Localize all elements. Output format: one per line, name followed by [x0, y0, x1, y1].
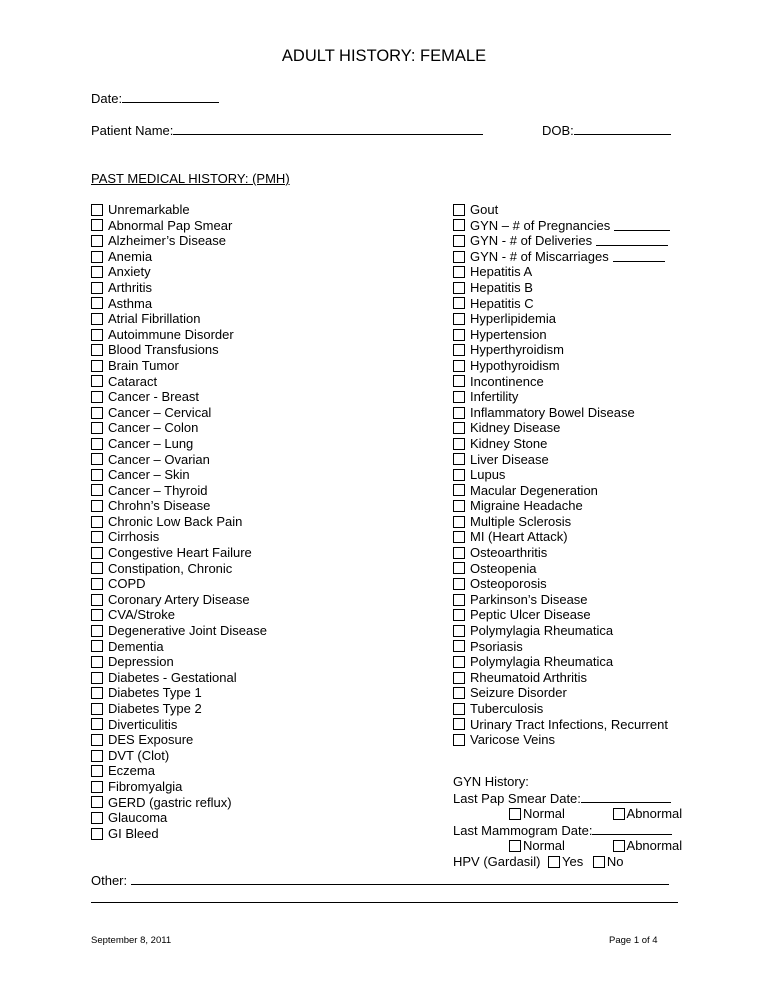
checkbox-osteoporosis[interactable] [453, 578, 465, 590]
checkbox-polymylagia-rheumatica[interactable] [453, 656, 465, 668]
checkbox-cancer-thyroid[interactable] [91, 484, 103, 496]
checkbox-unremarkable[interactable] [91, 204, 103, 216]
condition-row-cirrhosis [91, 529, 267, 545]
checkbox-fibromyalgia[interactable] [91, 781, 103, 793]
checkbox-abnormal-pap-smear[interactable] [91, 219, 103, 231]
checkbox-cataract[interactable] [91, 375, 103, 387]
condition-label: Kidney Disease [470, 420, 561, 436]
checkbox-hypertension[interactable] [453, 329, 465, 341]
condition-row-hyperlipidemia [453, 311, 670, 327]
checkbox-hepatitis-c[interactable] [453, 297, 465, 309]
mammo-result-row [453, 838, 682, 854]
condition-row-degenerative-joint-disease [91, 623, 267, 639]
patient-name-label: Patient Name: [91, 123, 174, 138]
condition-row-psoriasis [453, 639, 670, 655]
checkbox-arthritis[interactable] [91, 282, 103, 294]
condition-label: GERD (gastric reflux) [108, 794, 232, 810]
mammo-normal-label: Normal [523, 838, 565, 854]
condition-label: Hyperlipidemia [470, 311, 556, 327]
condition-row-cataract [91, 374, 267, 390]
checkbox-cirrhosis[interactable] [91, 531, 103, 543]
condition-row-cancer-breast [91, 389, 267, 405]
checkbox-varicose-veins[interactable] [453, 734, 465, 746]
condition-row-gi-bleed [91, 826, 267, 842]
condition-label: Atrial Fibrillation [108, 311, 201, 327]
condition-row-gyn-of-deliveries [453, 233, 670, 249]
checkbox-atrial-fibrillation[interactable] [91, 313, 103, 325]
checkbox-chrohn-s-disease[interactable] [91, 500, 103, 512]
condition-row-anxiety [91, 264, 267, 280]
date-field[interactable] [122, 88, 219, 103]
condition-label: Diverticulitis [108, 716, 178, 732]
checkbox-peptic-ulcer-disease[interactable] [453, 609, 465, 621]
dob-row [542, 120, 671, 138]
section-title: PAST MEDICAL HISTORY: (PMH) [91, 171, 290, 186]
condition-row-hypertension [453, 327, 670, 343]
condition-label: Multiple Sclerosis [470, 513, 572, 529]
checkbox-polymylagia-rheumatica[interactable] [453, 625, 465, 637]
condition-row-urinary-tract-infections-recurrent [453, 717, 670, 733]
left-conditions-list [91, 202, 267, 841]
checkbox-cancer-lung[interactable] [91, 438, 103, 450]
condition-label: Incontinence [470, 373, 544, 389]
condition-row-diabetes-type-1 [91, 685, 267, 701]
other-row [91, 870, 669, 888]
condition-label: Diabetes Type 2 [108, 701, 202, 716]
checkbox-copd[interactable] [91, 578, 103, 590]
condition-label: Hepatitis C [470, 295, 534, 311]
right-conditions-list [453, 202, 670, 748]
hpv-label: HPV (Gardasil) [453, 853, 541, 869]
condition-label: Cancer – Thyroid [108, 482, 208, 498]
condition-label: Anxiety [108, 264, 151, 280]
condition-label: Diabetes Type 1 [108, 685, 202, 701]
gyn-history-section [453, 774, 682, 870]
checkbox-multiple-sclerosis[interactable] [453, 516, 465, 528]
condition-row-diverticulitis [91, 717, 267, 733]
condition-label: CVA/Stroke [108, 607, 175, 623]
condition-row-eczema [91, 763, 267, 779]
checkbox-cancer-colon[interactable] [91, 422, 103, 434]
condition-label: GYN – # of Pregnancies [470, 217, 611, 233]
condition-label: Hypertension [470, 326, 547, 342]
condition-label: Cancer – Cervical [108, 404, 212, 420]
condition-row-varicose-veins [453, 732, 670, 748]
pap-abnormal-checkbox[interactable] [613, 808, 625, 820]
condition-label: Chronic Low Back Pain [108, 513, 243, 529]
footer-date: September 8, 2011 [91, 935, 172, 946]
checkbox-hyperthyroidism[interactable] [453, 344, 465, 356]
condition-label: DES Exposure [108, 732, 194, 748]
condition-label: Fibromyalgia [108, 778, 183, 794]
condition-label: Cancer – Ovarian [108, 451, 210, 467]
other-field-line-2[interactable] [91, 888, 678, 903]
condition-row-infertility [453, 389, 670, 405]
condition-label: GYN - # of Miscarriages [470, 248, 609, 264]
condition-row-hepatitis-a [453, 264, 670, 280]
condition-row-incontinence [453, 374, 670, 390]
condition-row-arthritis [91, 280, 267, 296]
condition-label: Unremarkable [108, 202, 190, 217]
checkbox-hypothyroidism[interactable] [453, 360, 465, 372]
checkbox-cancer-breast[interactable] [91, 391, 103, 403]
mammo-abnormal-label: Abnormal [626, 838, 683, 854]
count-field-gyn-of-deliveries[interactable] [596, 233, 668, 246]
condition-label: Cancer – Lung [108, 435, 194, 451]
checkbox-macular-degeneration[interactable] [453, 484, 465, 496]
condition-label: Migraine Headache [470, 498, 583, 514]
date-row [91, 88, 219, 106]
condition-label: Dementia [108, 638, 164, 654]
other-label: Other: [91, 873, 128, 888]
condition-row-parkinson-s-disease [453, 592, 670, 608]
condition-row-brain-tumor [91, 358, 267, 374]
dob-label: DOB: [542, 123, 574, 138]
checkbox-hyperlipidemia[interactable] [453, 313, 465, 325]
condition-label: Cancer - Breast [108, 389, 200, 405]
checkbox-diverticulitis[interactable] [91, 718, 103, 730]
condition-row-unremarkable [91, 202, 267, 218]
checkbox-hepatitis-a[interactable] [453, 266, 465, 278]
condition-row-polymylagia-rheumatica [453, 623, 670, 639]
condition-row-hepatitis-c [453, 296, 670, 312]
last-pap-label: Last Pap Smear Date: [453, 790, 581, 806]
condition-label: Autoimmune Disorder [108, 326, 234, 342]
checkbox-cancer-ovarian[interactable] [91, 453, 103, 465]
checkbox-diabetes-gestational[interactable] [91, 672, 103, 684]
checkbox-urinary-tract-infections-recurrent[interactable] [453, 718, 465, 730]
condition-label: Congestive Heart Failure [108, 545, 252, 561]
condition-label: Hepatitis A [470, 264, 533, 280]
condition-label: Eczema [108, 763, 155, 779]
condition-label: Cancer – Skin [108, 467, 190, 483]
condition-label: Alzheimer’s Disease [108, 233, 227, 249]
date-label: Date: [91, 91, 123, 106]
condition-row-copd [91, 576, 267, 592]
condition-label: Seizure Disorder [470, 685, 567, 701]
condition-row-cancer-thyroid [91, 483, 267, 499]
condition-label: Lupus [470, 467, 506, 483]
mammo-normal-checkbox[interactable] [509, 840, 521, 852]
checkbox-dvt-clot[interactable] [91, 750, 103, 762]
checkbox-gerd-gastric-reflux[interactable] [91, 796, 103, 808]
condition-row-mi-heart-attack [453, 529, 670, 545]
condition-row-osteoporosis [453, 576, 670, 592]
condition-label: Kidney Stone [470, 435, 548, 451]
condition-label: Anemia [108, 248, 153, 264]
condition-row-chrohn-s-disease [91, 498, 267, 514]
last-mammo-date-field[interactable] [592, 822, 672, 835]
condition-row-anemia [91, 249, 267, 265]
condition-label: Cancer – Colon [108, 420, 199, 436]
hpv-no-checkbox[interactable] [593, 856, 605, 868]
checkbox-dementia[interactable] [91, 640, 103, 652]
pap-result-row [453, 806, 682, 822]
condition-row-macular-degeneration [453, 483, 670, 499]
condition-row-chronic-low-back-pain [91, 514, 267, 530]
condition-label: Osteoporosis [470, 576, 547, 592]
condition-label: Chrohn’s Disease [108, 498, 211, 514]
checkbox-degenerative-joint-disease[interactable] [91, 625, 103, 637]
condition-label: Depression [108, 654, 174, 670]
condition-row-alzheimer-s-disease [91, 233, 267, 249]
dob-field[interactable] [574, 120, 671, 135]
count-field-gyn-of-pregnancies[interactable] [614, 218, 670, 231]
checkbox-alzheimer-s-disease[interactable] [91, 235, 103, 247]
checkbox-des-exposure[interactable] [91, 734, 103, 746]
checkbox-asthma[interactable] [91, 297, 103, 309]
hpv-row [453, 854, 682, 870]
checkbox-cancer-cervical[interactable] [91, 407, 103, 419]
page-title: ADULT HISTORY: FEMALE [281, 47, 487, 65]
condition-label: Coronary Artery Disease [108, 591, 250, 607]
condition-row-coronary-artery-disease [91, 592, 267, 608]
condition-row-cancer-skin [91, 467, 267, 483]
condition-label: DVT (Clot) [108, 747, 170, 763]
condition-label: Polymylagia Rheumatica [470, 654, 614, 670]
condition-row-hepatitis-b [453, 280, 670, 296]
condition-row-diabetes-type-2 [91, 701, 267, 717]
condition-label: Infertility [470, 389, 519, 405]
mammo-abnormal-checkbox[interactable] [613, 840, 625, 852]
condition-row-gyn-of-miscarriages [453, 249, 670, 265]
condition-label: Inflammatory Bowel Disease [470, 404, 635, 420]
checkbox-kidney-disease[interactable] [453, 422, 465, 434]
condition-row-gout [453, 202, 670, 218]
condition-row-osteoarthritis [453, 545, 670, 561]
condition-label: Arthritis [108, 279, 153, 295]
condition-label: Hyperthyroidism [470, 342, 564, 358]
checkbox-parkinson-s-disease[interactable] [453, 594, 465, 606]
gyn-history-heading: GYN History: [453, 774, 529, 789]
checkbox-inflammatory-bowel-disease[interactable] [453, 407, 465, 419]
count-field-gyn-of-miscarriages[interactable] [613, 249, 665, 262]
checkbox-chronic-low-back-pain[interactable] [91, 516, 103, 528]
condition-row-osteopenia [453, 561, 670, 577]
footer-page: Page 1 of 4 [609, 935, 658, 946]
condition-label: Polymylagia Rheumatica [470, 623, 614, 639]
checkbox-rheumatoid-arthritis[interactable] [453, 672, 465, 684]
condition-label: Psoriasis [470, 638, 523, 654]
condition-row-lupus [453, 467, 670, 483]
condition-label: Peptic Ulcer Disease [470, 607, 591, 623]
condition-label: MI (Heart Attack) [470, 529, 568, 545]
condition-label: Glaucoma [108, 810, 168, 826]
condition-label: Cataract [108, 373, 158, 389]
condition-label: Rheumatoid Arthritis [470, 669, 588, 685]
condition-row-des-exposure [91, 732, 267, 748]
condition-row-tuberculosis [453, 701, 670, 717]
condition-row-cancer-ovarian [91, 452, 267, 468]
condition-row-abnormal-pap-smear [91, 218, 267, 234]
condition-label: Osteoarthritis [470, 545, 548, 561]
condition-label: Brain Tumor [108, 357, 179, 373]
checkbox-infertility[interactable] [453, 391, 465, 403]
condition-label: Diabetes - Gestational [108, 669, 237, 685]
condition-label: Abnormal Pap Smear [108, 217, 233, 233]
checkbox-eczema[interactable] [91, 765, 103, 777]
condition-row-blood-transfusions [91, 342, 267, 358]
condition-row-cancer-lung [91, 436, 267, 452]
checkbox-seizure-disorder[interactable] [453, 687, 465, 699]
condition-row-cancer-colon [91, 420, 267, 436]
condition-row-kidney-disease [453, 420, 670, 436]
checkbox-cancer-skin[interactable] [91, 469, 103, 481]
condition-row-atrial-fibrillation [91, 311, 267, 327]
checkbox-constipation-chronic[interactable] [91, 562, 103, 574]
condition-row-liver-disease [453, 452, 670, 468]
condition-label: Parkinson’s Disease [470, 591, 588, 607]
condition-label: Liver Disease [470, 451, 549, 467]
condition-row-kidney-stone [453, 436, 670, 452]
hpv-no-label: No [606, 853, 624, 869]
condition-label: GYN - # of Deliveries [470, 233, 593, 249]
checkbox-blood-transfusions[interactable] [91, 344, 103, 356]
condition-row-dvt-clot [91, 748, 267, 764]
patient-name-field[interactable] [173, 120, 483, 135]
checkbox-psoriasis[interactable] [453, 640, 465, 652]
condition-row-congestive-heart-failure [91, 545, 267, 561]
checkbox-gout[interactable] [453, 204, 465, 216]
checkbox-tuberculosis[interactable] [453, 703, 465, 715]
pap-normal-checkbox[interactable] [509, 808, 521, 820]
checkbox-anxiety[interactable] [91, 266, 103, 278]
condition-row-cancer-cervical [91, 405, 267, 421]
condition-row-polymylagia-rheumatica [453, 654, 670, 670]
checkbox-liver-disease[interactable] [453, 453, 465, 465]
condition-label: Varicose Veins [470, 732, 556, 748]
condition-row-migraine-headache [453, 498, 670, 514]
condition-row-inflammatory-bowel-disease [453, 405, 670, 421]
last-pap-row [453, 790, 682, 807]
checkbox-mi-heart-attack[interactable] [453, 531, 465, 543]
checkbox-kidney-stone[interactable] [453, 438, 465, 450]
condition-label: Osteopenia [470, 560, 537, 576]
condition-label: Tuberculosis [470, 701, 544, 716]
pap-normal-label: Normal [523, 806, 565, 822]
other-field-line-1[interactable] [131, 870, 669, 885]
checkbox-gyn-of-deliveries[interactable] [453, 235, 465, 247]
checkbox-gyn-of-miscarriages[interactable] [453, 251, 465, 263]
condition-row-cva-stroke [91, 607, 267, 623]
condition-row-glaucoma [91, 810, 267, 826]
checkbox-cva-stroke[interactable] [91, 609, 103, 621]
condition-label: COPD [108, 576, 146, 592]
condition-row-hyperthyroidism [453, 342, 670, 358]
condition-row-multiple-sclerosis [453, 514, 670, 530]
condition-label: Hypothyroidism [470, 357, 560, 373]
last-mammo-row [453, 822, 682, 839]
checkbox-brain-tumor[interactable] [91, 360, 103, 372]
condition-row-diabetes-gestational [91, 670, 267, 686]
condition-row-rheumatoid-arthritis [453, 670, 670, 686]
condition-label: Blood Transfusions [108, 342, 219, 358]
checkbox-congestive-heart-failure[interactable] [91, 547, 103, 559]
condition-row-gerd-gastric-reflux [91, 795, 267, 811]
condition-row-hypothyroidism [453, 358, 670, 374]
condition-row-peptic-ulcer-disease [453, 607, 670, 623]
checkbox-gyn-of-pregnancies[interactable] [453, 219, 465, 231]
checkbox-depression[interactable] [91, 656, 103, 668]
condition-label: Hepatitis B [470, 279, 533, 295]
checkbox-diabetes-type-2[interactable] [91, 703, 103, 715]
condition-row-autoimmune-disorder [91, 327, 267, 343]
checkbox-anemia[interactable] [91, 251, 103, 263]
checkbox-autoimmune-disorder[interactable] [91, 329, 103, 341]
condition-label: Degenerative Joint Disease [108, 623, 267, 639]
condition-row-fibromyalgia [91, 779, 267, 795]
checkbox-osteopenia[interactable] [453, 562, 465, 574]
condition-row-seizure-disorder [453, 685, 670, 701]
condition-row-gyn-of-pregnancies [453, 218, 670, 234]
condition-label: Urinary Tract Infections, Recurrent [470, 716, 668, 732]
checkbox-diabetes-type-1[interactable] [91, 687, 103, 699]
checkbox-migraine-headache[interactable] [453, 500, 465, 512]
last-pap-date-field[interactable] [581, 790, 671, 803]
checkbox-glaucoma[interactable] [91, 812, 103, 824]
condition-row-depression [91, 654, 267, 670]
condition-label: Constipation, Chronic [108, 560, 233, 576]
checkbox-hepatitis-b[interactable] [453, 282, 465, 294]
condition-label: GI Bleed [108, 825, 159, 841]
patient-name-row [91, 120, 483, 138]
checkbox-coronary-artery-disease[interactable] [91, 594, 103, 606]
condition-label: Asthma [108, 295, 153, 311]
condition-label: Gout [470, 202, 499, 217]
checkbox-lupus[interactable] [453, 469, 465, 481]
hpv-yes-label: Yes [562, 853, 584, 869]
condition-row-dementia [91, 639, 267, 655]
condition-row-asthma [91, 296, 267, 312]
pap-abnormal-label: Abnormal [626, 806, 683, 822]
condition-label: Macular Degeneration [470, 482, 598, 498]
condition-row-constipation-chronic [91, 561, 267, 577]
condition-label: Cirrhosis [108, 529, 160, 545]
last-mammo-label: Last Mammogram Date: [453, 822, 593, 838]
checkbox-incontinence[interactable] [453, 375, 465, 387]
checkbox-osteoarthritis[interactable] [453, 547, 465, 559]
checkbox-gi-bleed[interactable] [91, 828, 103, 840]
hpv-yes-checkbox[interactable] [548, 856, 560, 868]
